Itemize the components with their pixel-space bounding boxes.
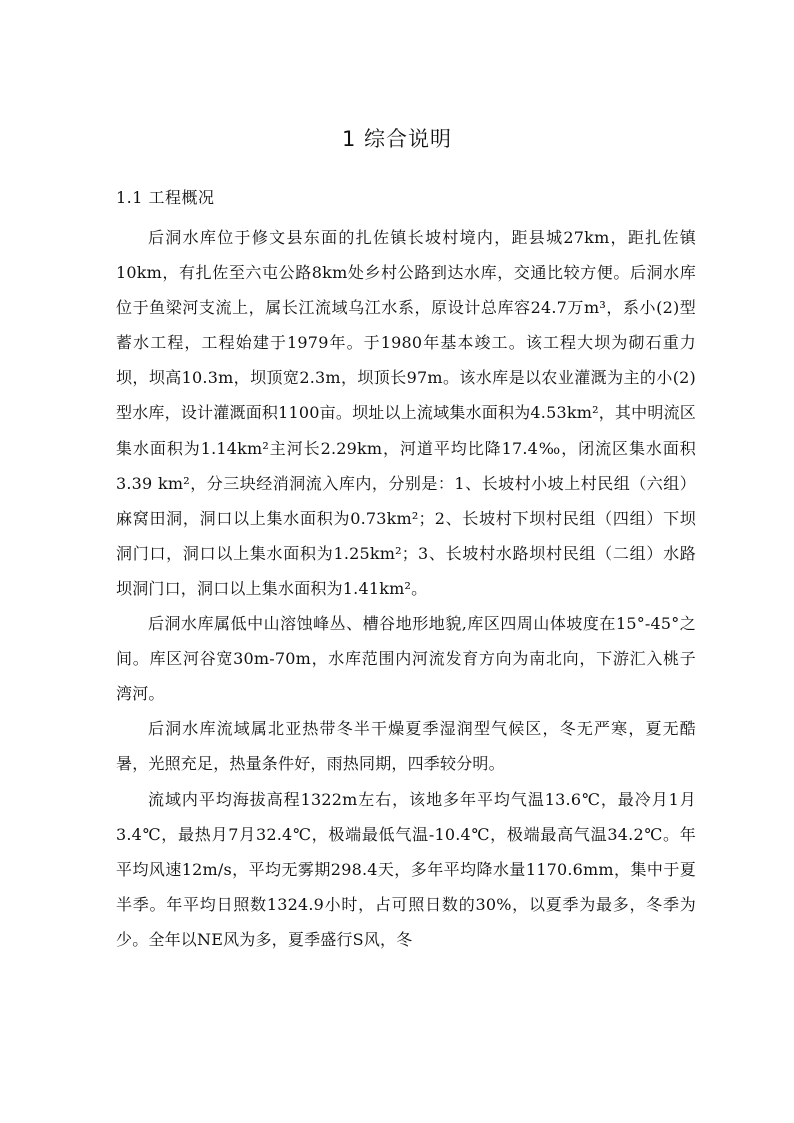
body-text [116, 220, 696, 957]
document-title: 1 综合说明 [341, 127, 453, 151]
paragraph: 后洞水库属低中山溶蚀峰丛、槽谷地形地貌,库区四周山体坡度在15°-45°之间。库区河谷宽30m-70m，水库范围内河流发育方向为南北向，下游汇入桃子湾河。 [116, 614, 696, 704]
paragraph: 流域内平均海拔高程1322m左右，该地多年平均气温13.6℃，最冷月1月3.4℃，最热月7月32.4℃，极端最低气温-10.4℃，极端最高气温34.2℃。年平均风速12m/s，平均无雾期298.4天，多年平均降水量1170.6mm，集中于夏半季。年平均日照数1324.9小时，占可照日数的30%，以夏季为最多，冬季为少。全年以NE风为多，夏季盛行S风，冬 [116, 789, 696, 949]
paragraph: 后洞水库位于修文县东面的扎佐镇长坡村境内，距县城27km，距扎佐镇10km，有扎佐至六屯公路8km处乡村公路到达水库，交通比较方便。后洞水库位于鱼梁河支流上，属长江流域乌江水系，原设计总库容24.7万m³，系小(2)型蓄水工程，工程始建于1979年。于1980年基本竣工。该工程大坝为砌石重力坝，坝高10.3m，坝顶宽2.3m，坝顶长97m。该水库是以农业灌溉为主的小(2)型水库，设计灌溉面积1100亩。坝址以上流域集水面积为4.53km²，其中明流区集水面积为1.14km²主河长2.29km，河道平均比降17.4‰，闭流区集水面积3.39 km²，分三块经消洞流入库内，分别是：1、长坡村小坡上村民组（六组）麻窝田洞，洞口以上集水面积为0.73km²；2、长坡村下坝村民组（四组）下坝洞门口，洞口以上集水面积为1.25km²；3、长坡村水路坝村民组（二组）水路坝洞门口，洞口以上集水面积为1.41km²。 [116, 228, 696, 598]
paragraph: 后洞水库流域属北亚热带冬半干燥夏季湿润型气候区，冬无严寒，夏无酷暑，光照充足，热量条件好，雨热同期，四季较分明。 [116, 719, 696, 774]
section-heading: 1.1 工程概况 [116, 188, 215, 207]
